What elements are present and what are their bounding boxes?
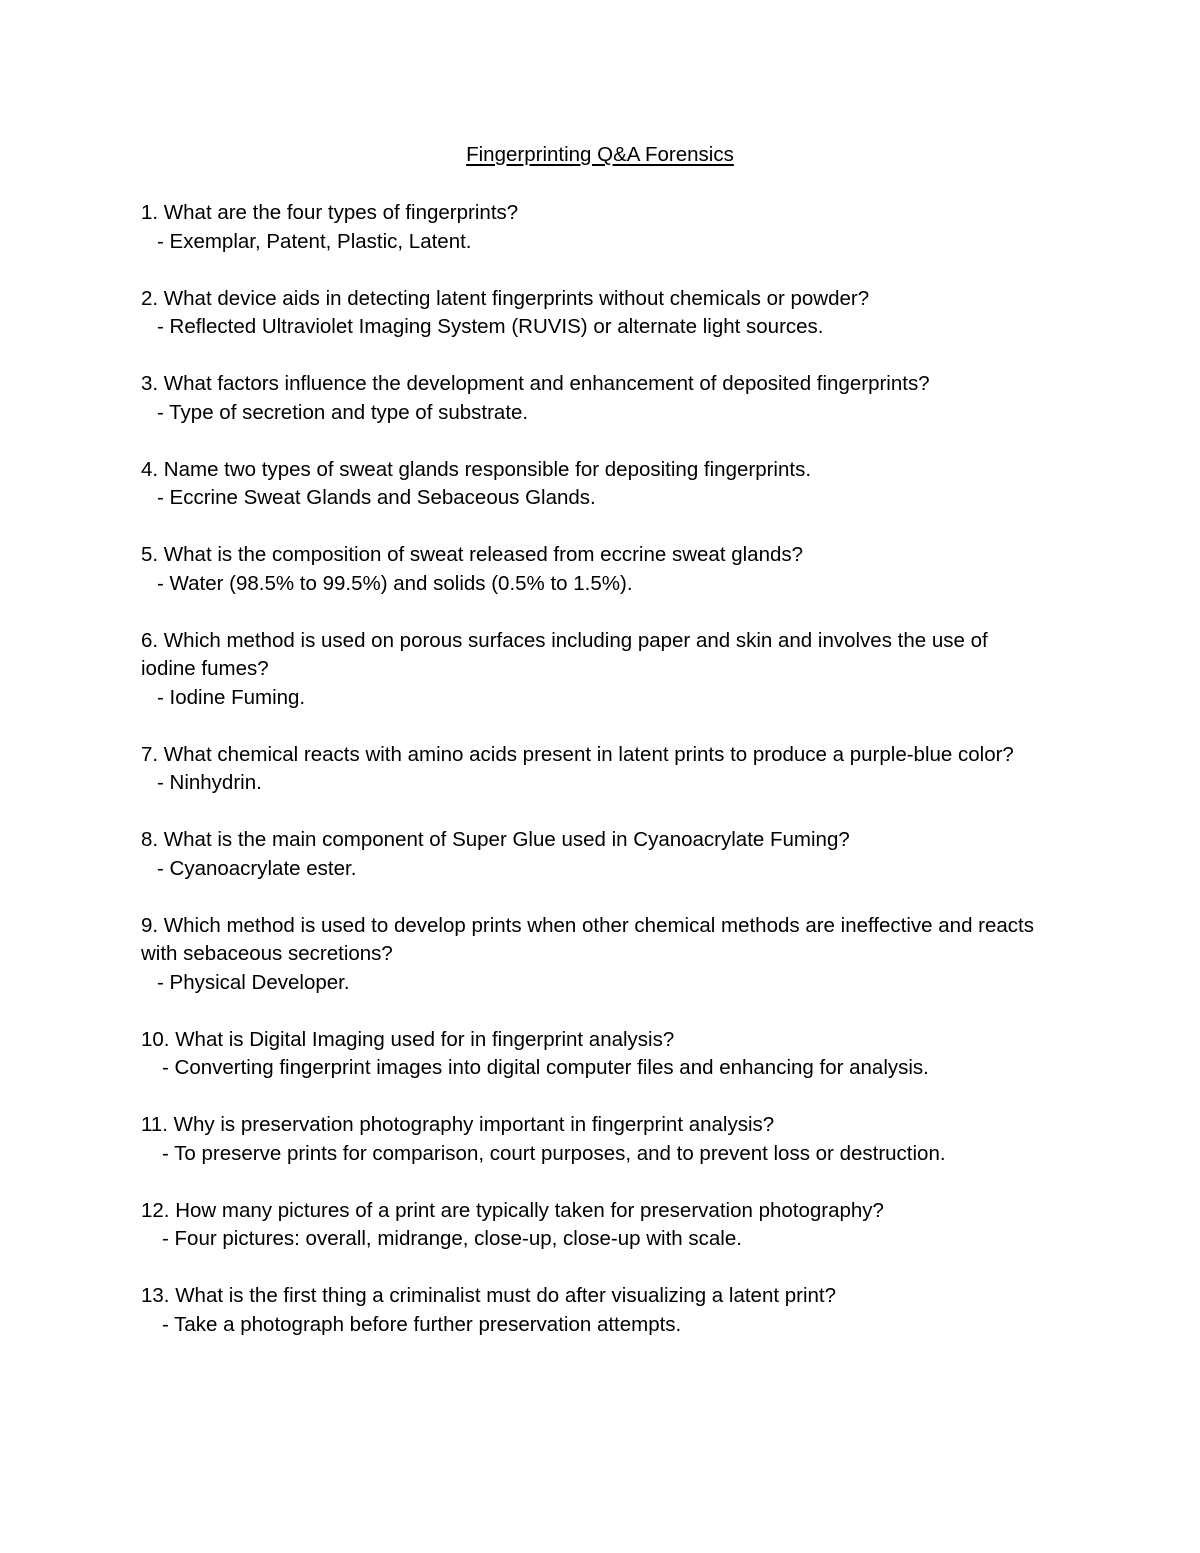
question-text: 8. What is the main component of Super Glue used in Cyanoacrylate Fuming? [141, 828, 850, 851]
qa-item-4 [141, 456, 1041, 513]
qa-list [141, 199, 1041, 1368]
qa-item-13 [141, 1282, 1041, 1339]
question-text: 6. Which method is used on porous surfaces including paper and skin and involves the use of iodine fumes? [141, 628, 988, 680]
answer-text: - Reflected Ultraviolet Imaging System (RUVIS) or alternate light sources. [157, 315, 824, 338]
qa-item-11 [141, 1111, 1041, 1168]
answer-text: - Cyanoacrylate ester. [157, 856, 357, 880]
question-text: 11. Why is preservation photography important in fingerprint analysis? [141, 1113, 775, 1136]
qa-item-5 [141, 541, 1041, 598]
question-text: 5. What is the composition of sweat released from eccrine sweat glands? [141, 543, 804, 566]
answer-text: - Water (98.5% to 99.5%) and solids (0.5% to 1.5%). [157, 571, 633, 595]
question-text: 10. What is Digital Imaging used for in fingerprint analysis? [141, 1027, 675, 1051]
answer-text: - Take a photograph before further preservation attempts. [162, 1312, 682, 1336]
qa-item-2 [141, 285, 1041, 342]
qa-item-3 [141, 370, 1041, 427]
answer-text: - Physical Developer. [157, 970, 350, 994]
question-text: 1. What are the four types of fingerprints? [141, 201, 519, 224]
question-text: 9. Which method is used to develop prints when other chemical methods are ineffective and reacts with sebaceous secretions? [141, 913, 1034, 965]
answer-text: - To preserve prints for comparison, court purposes, and to prevent loss or destruction. [162, 1141, 946, 1165]
answer-text: - Exemplar, Patent, Plastic, Latent. [157, 229, 472, 253]
answer-text: - Iodine Fuming. [157, 685, 306, 709]
qa-item-6 [141, 627, 1041, 713]
answer-text: - Converting fingerprint images into digital computer files and enhancing for analysis. [162, 1056, 929, 1079]
question-text: 3. What factors influence the development and enhancement of deposited fingerprints? [141, 372, 930, 395]
question-text: 2. What device aids in detecting latent fingerprints without chemicals or powder? [141, 286, 870, 310]
answer-text: - Eccrine Sweat Glands and Sebaceous Glands. [157, 486, 596, 509]
answer-text: - Ninhydrin. [157, 771, 262, 794]
question-text: 12. How many pictures of a print are typically taken for preservation photography? [141, 1198, 884, 1222]
answer-text: - Four pictures: overall, midrange, close-up, close-up with scale. [162, 1227, 742, 1250]
question-text: 13. What is the first thing a criminalist must do after visualizing a latent print? [141, 1284, 837, 1307]
document-title: Fingerprinting Q&A Forensics [466, 143, 734, 166]
answer-text: - Type of secretion and type of substrate. [157, 400, 529, 424]
qa-item-8 [141, 826, 1041, 883]
qa-item-10 [141, 1026, 1041, 1083]
qa-item-1 [141, 199, 1041, 256]
qa-item-9 [141, 912, 1041, 998]
question-text: 4. Name two types of sweat glands responsible for depositing fingerprints. [141, 457, 812, 481]
question-text: 7. What chemical reacts with amino acids present in latent prints to produce a purple-blue color? [141, 742, 1014, 766]
qa-item-12 [141, 1197, 1041, 1254]
qa-item-7 [141, 741, 1041, 798]
